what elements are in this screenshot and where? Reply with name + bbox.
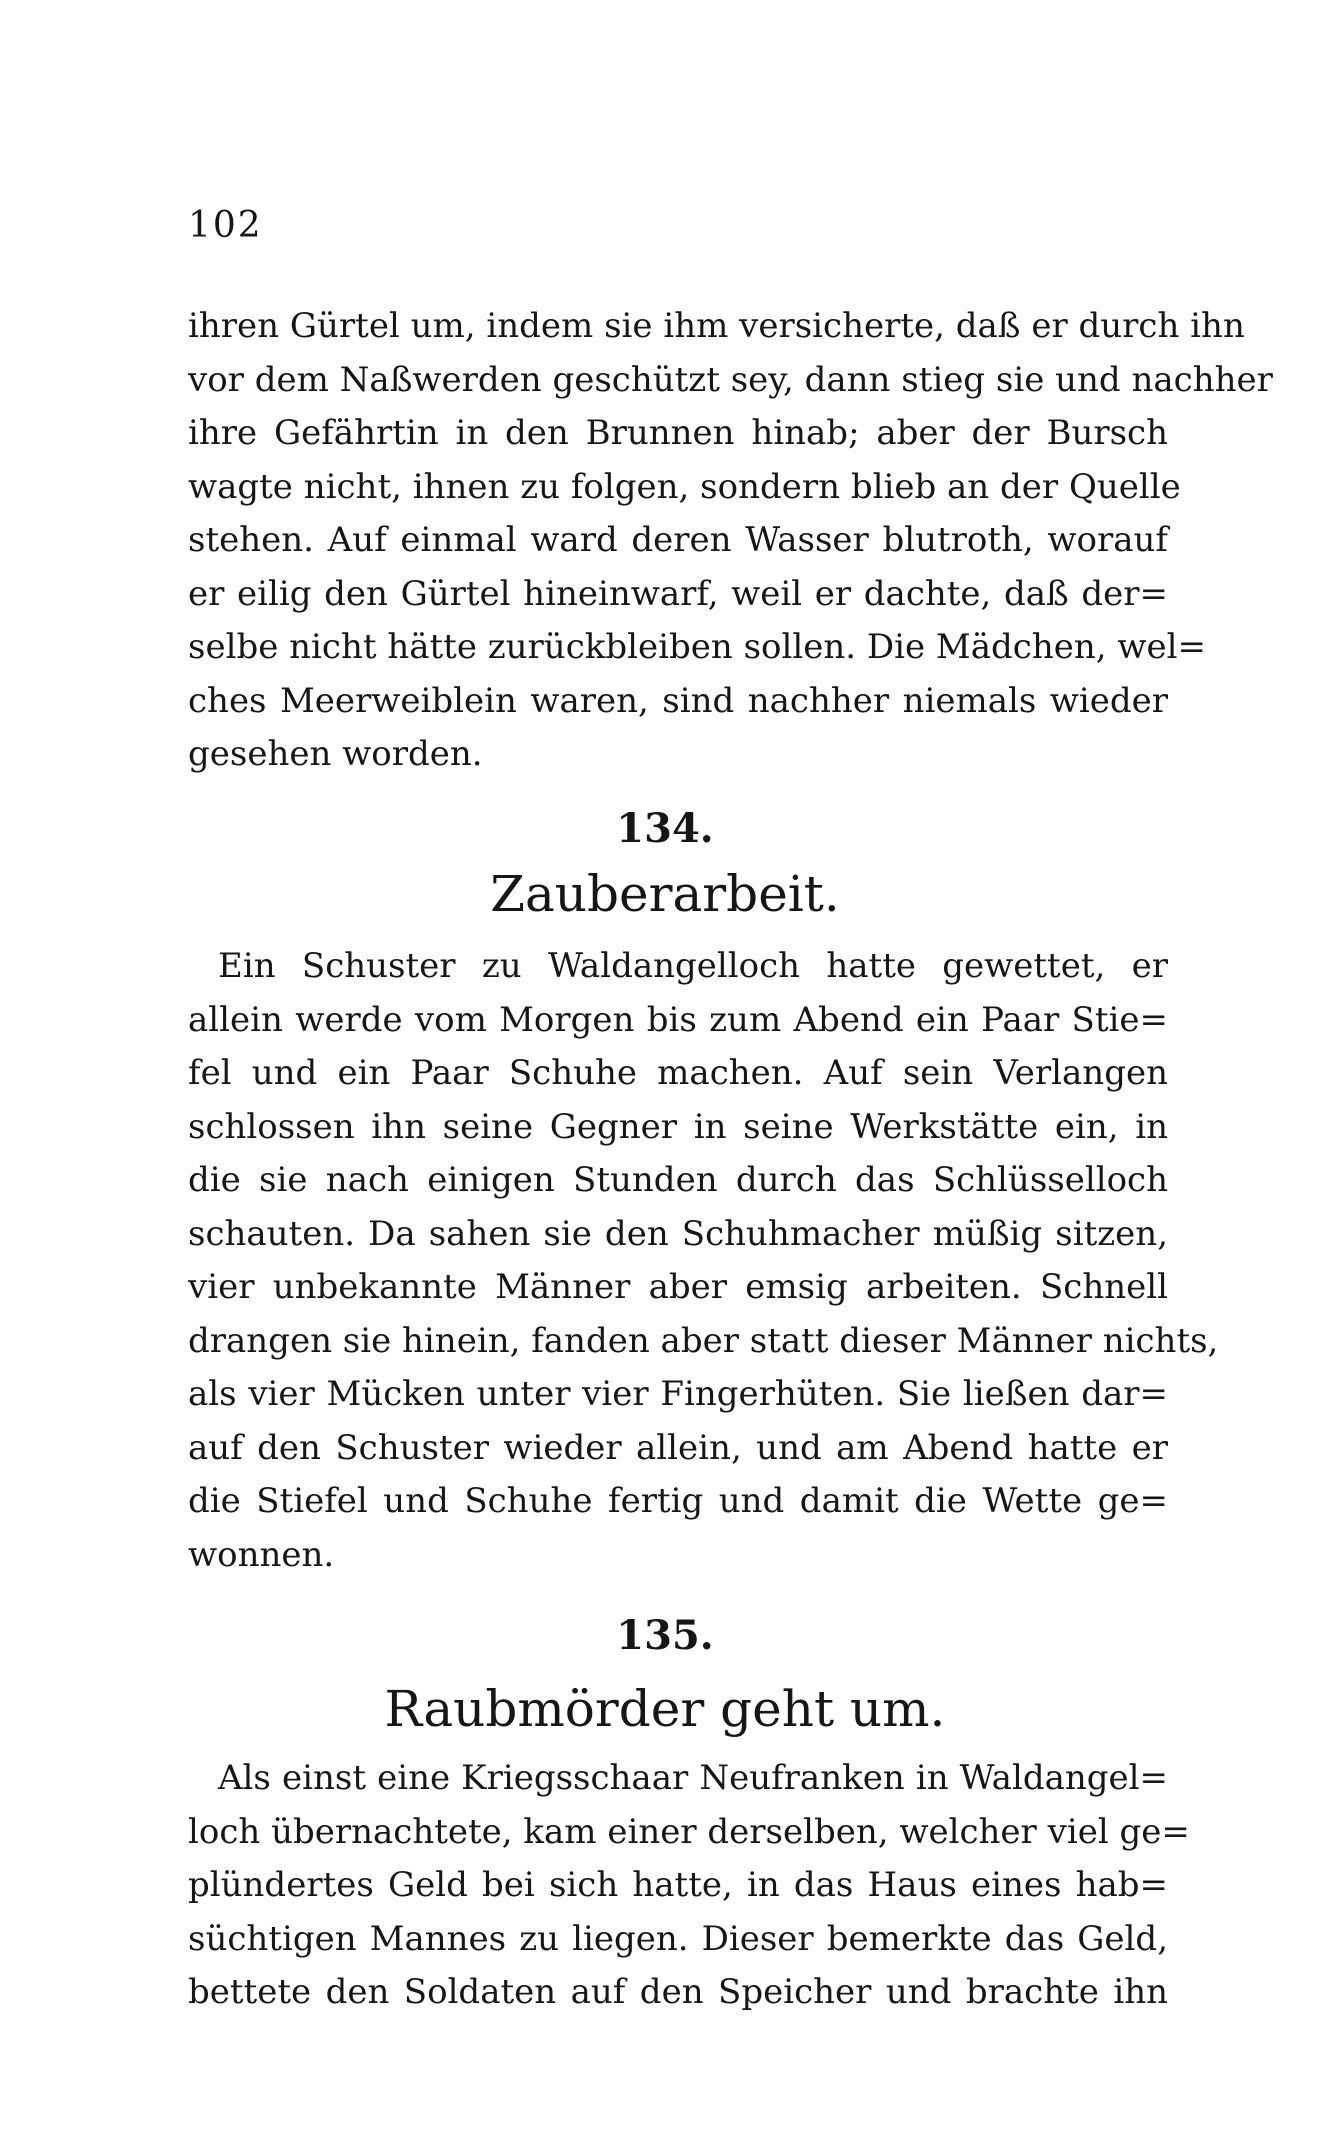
- text-line: allein werde vom Morgen bis zum Abend ein Paar Stie=: [188, 999, 1168, 1040]
- text-line: ihren Gürtel um, indem sie ihm versicherte, daß er durch ihn: [188, 306, 1245, 346]
- section-134-paragraph: [188, 940, 1219, 1582]
- text-line: auf den Schuster wieder allein, und am Abend hatte er: [188, 1427, 1168, 1468]
- text-line: vier unbekannte Männer aber emsig arbeiten. Schnell: [188, 1267, 1168, 1307]
- text-line: die Stiefel und Schuhe fertig und damit die Wette ge=: [188, 1481, 1168, 1521]
- text-line: ches Meerweiblein waren, sind nachher niemals wieder: [188, 680, 1168, 721]
- section-135-paragraph: [188, 1752, 1190, 2020]
- text-line: schlossen ihn seine Gegner in seine Werkstätte ein, in: [188, 1106, 1168, 1147]
- text-line: drangen sie hinein, fanden aber statt dieser Männer nichts,: [188, 1320, 1219, 1361]
- text-line: bettete den Soldaten auf den Speicher und brachte ihn: [188, 1972, 1168, 2012]
- text-line: vor dem Naßwerden geschützt sey, dann stieg sie und nachher: [188, 359, 1273, 400]
- text-line: fel und ein Paar Schuhe machen. Auf sein Verlangen: [188, 1053, 1168, 1093]
- text-line: loch übernachtete, kam einer derselben, welcher viel ge=: [188, 1811, 1190, 1852]
- text-line: wagte nicht, ihnen zu folgen, sondern blieb an der Quelle: [188, 466, 1181, 507]
- text-line: Ein Schuster zu Waldangelloch hatte gewettet, er: [218, 946, 1168, 986]
- text-line: schauten. Da sahen sie den Schuhmacher müßig sitzen,: [188, 1213, 1168, 1254]
- text-line: er eilig den Gürtel hineinwarf, weil er dachte, daß der=: [188, 573, 1168, 614]
- section-number-135: 135.: [616, 1612, 714, 1659]
- section-number-134: 134.: [616, 805, 714, 852]
- text-line: als vier Mücken unter vier Fingerhüten. Sie ließen dar=: [188, 1374, 1168, 1414]
- text-line: gesehen worden.: [188, 734, 483, 774]
- text-line: süchtigen Mannes zu liegen. Dieser bemerkte das Geld,: [188, 1918, 1168, 1959]
- text-line: Als einst eine Kriegsschaar Neufranken in Waldangel=: [218, 1758, 1168, 1798]
- page-number: 102: [188, 205, 263, 246]
- text-line: die sie nach einigen Stunden durch das Schlüsselloch: [188, 1160, 1168, 1200]
- text-line: selbe nicht hätte zurückbleiben sollen. Die Mädchen, wel=: [188, 627, 1206, 667]
- text-line: wonnen.: [188, 1534, 335, 1575]
- section-title-135: Raubmörder geht um.: [384, 1680, 946, 1738]
- text-line: stehen. Auf einmal ward deren Wasser blutroth, worauf: [188, 520, 1168, 560]
- continuation-paragraph: [188, 300, 1273, 782]
- section-title-134: Zauberarbeit.: [490, 865, 840, 923]
- text-line: ihre Gefährtin in den Brunnen hinab; aber der Bursch: [188, 413, 1168, 453]
- text-line: plündertes Geld bei sich hatte, in das Haus eines hab=: [188, 1865, 1168, 1905]
